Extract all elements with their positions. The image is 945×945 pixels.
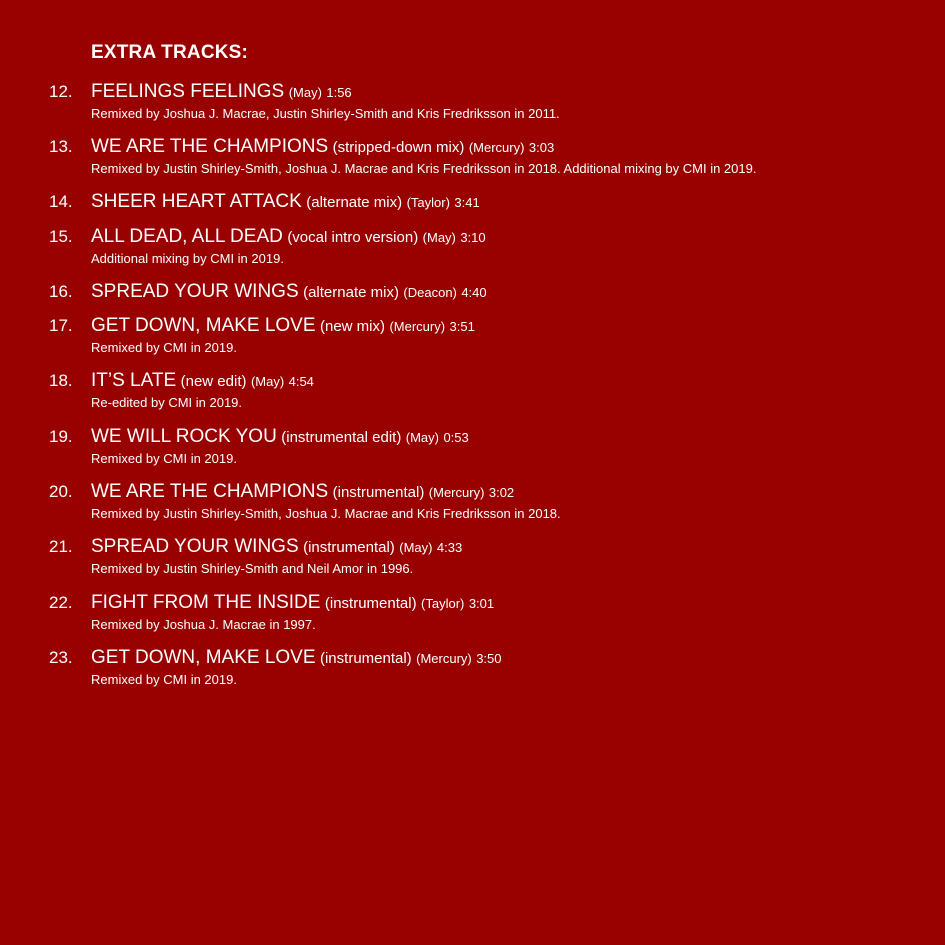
track-title: GET DOWN, MAKE LOVE [91, 647, 316, 668]
track-version: (instrumental) [324, 595, 417, 612]
track-credit: Remixed by CMI in 2019. [91, 672, 237, 687]
track-writer: (Mercury) [389, 319, 446, 334]
track-title: GET DOWN, MAKE LOVE [91, 315, 316, 336]
track-writer: (May) [288, 85, 322, 100]
track-number: 21. [49, 537, 73, 556]
track-duration: 3:50 [476, 651, 502, 666]
track-version: (instrumental) [332, 484, 425, 501]
track-version: (new mix) [319, 318, 385, 335]
track-writer: (Taylor) [421, 596, 465, 611]
track-duration: 3:51 [449, 319, 475, 334]
track-number: 20. [49, 482, 73, 501]
track-title: FEELINGS FEELINGS [91, 81, 285, 102]
track-version: (stripped-down mix) [332, 139, 465, 156]
track-version: (vocal intro version) [287, 229, 419, 246]
track-title: FIGHT FROM THE INSIDE [91, 592, 321, 613]
track-title: WE WILL ROCK YOU [91, 426, 277, 447]
track-line [91, 191, 480, 214]
track-writer: (Taylor) [406, 195, 450, 210]
track-writer: (Mercury) [468, 140, 525, 155]
track-number: 14. [49, 192, 73, 211]
track-title: IT’S LATE [91, 370, 177, 391]
track-title: SPREAD YOUR WINGS [91, 281, 299, 302]
track-writer: (May) [399, 540, 433, 555]
track-duration: 4:33 [436, 540, 463, 555]
track-line [91, 647, 502, 670]
track-credit: Remixed by Justin Shirley-Smith, Joshua J. Macrae and Kris Fredriksson in 2018. Additional mixing by CMI in 2019. [91, 161, 757, 176]
track-number: 23. [49, 648, 73, 667]
track-writer: (Mercury) [416, 651, 472, 666]
track-duration: 0:53 [443, 430, 469, 445]
track-number: 19. [49, 427, 73, 446]
track-number: 18. [49, 371, 73, 390]
track-credit: Re-edited by CMI in 2019. [91, 395, 243, 410]
track-duration: 3:41 [454, 195, 480, 210]
track-duration: 4:54 [288, 374, 314, 389]
section-heading: EXTRA TRACKS: [91, 42, 249, 63]
track-credit: Remixed by Joshua J. Macrae in 1997. [91, 617, 316, 632]
track-duration: 1:56 [326, 85, 352, 100]
track-line [91, 315, 475, 338]
track-writer: (May) [250, 374, 285, 389]
track-writer: (May) [405, 430, 439, 445]
track-title: ALL DEAD, ALL DEAD [91, 226, 283, 247]
track-credit: Additional mixing by CMI in 2019. [91, 251, 284, 266]
track-number: 15. [49, 227, 73, 246]
track-line [91, 481, 514, 504]
track-line [91, 370, 314, 393]
track-line [91, 226, 486, 249]
track-duration: 3:02 [488, 485, 515, 500]
track-credit: Remixed by Joshua J. Macrae, Justin Shirley-Smith and Kris Fredriksson in 2011. [91, 106, 560, 121]
track-writer: (May) [422, 230, 456, 245]
track-number: 12. [49, 82, 73, 101]
track-version: (alternate mix) [303, 284, 399, 301]
track-version: (alternate mix) [306, 194, 403, 211]
track-credit: Remixed by Justin Shirley-Smith and Neil Amor in 1996. [91, 561, 414, 576]
track-duration: 3:10 [460, 230, 486, 245]
track-number: 22. [49, 593, 73, 612]
track-line [91, 536, 462, 559]
track-title: SHEER HEART ATTACK [91, 191, 302, 212]
track-title: SPREAD YOUR WINGS [91, 536, 299, 557]
track-number: 16. [49, 282, 73, 301]
track-credit: Remixed by Justin Shirley-Smith, Joshua J. Macrae and Kris Fredriksson in 2018. [91, 506, 561, 521]
track-duration: 4:40 [461, 285, 487, 300]
track-version: (instrumental) [303, 539, 395, 556]
track-version: (instrumental) [319, 650, 412, 667]
track-credit: Remixed by CMI in 2019. [91, 340, 237, 355]
track-duration: 3:01 [468, 596, 495, 611]
track-title: WE ARE THE CHAMPIONS [91, 136, 329, 157]
track-number: 17. [49, 316, 73, 335]
track-duration: 3:03 [528, 140, 555, 155]
track-writer: (Deacon) [403, 285, 457, 300]
track-line [91, 281, 487, 304]
track-credit: Remixed by CMI in 2019. [91, 451, 237, 466]
track-line [91, 592, 494, 615]
track-writer: (Mercury) [428, 485, 485, 500]
track-line [91, 426, 469, 449]
track-line [91, 136, 554, 159]
track-version: (instrumental edit) [281, 429, 402, 446]
track-title: WE ARE THE CHAMPIONS [91, 481, 329, 502]
track-line [91, 81, 352, 104]
track-number: 13. [49, 137, 73, 156]
track-version: (new edit) [180, 373, 247, 390]
